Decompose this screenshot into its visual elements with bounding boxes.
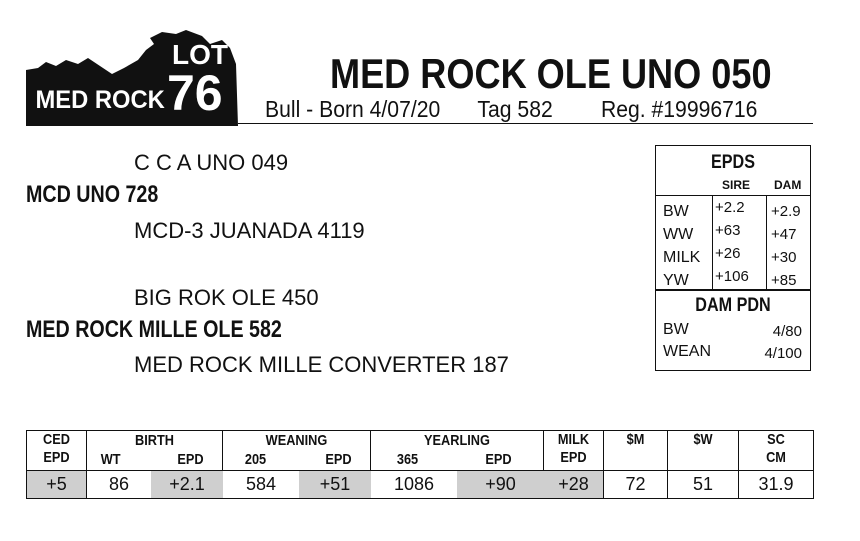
animal-name: MED ROCK OLE UNO 050 <box>330 50 772 97</box>
yearling-365-value: 1086 <box>393 474 435 494</box>
yearling-header-label: YEARLING <box>424 432 490 449</box>
weaning-epd-value: +51 <box>299 471 371 498</box>
logo-lot-number: 76 <box>167 65 223 121</box>
milk-header <box>544 431 604 471</box>
logo-brand-text: MED ROCK <box>35 86 165 115</box>
dam-dam: MED ROCK MILLE CONVERTER 187 <box>134 352 509 377</box>
epd-row-label: BW <box>663 203 689 220</box>
performance-value-row <box>27 471 814 499</box>
sire-dam: MCD-3 JUANADA 4119 <box>134 218 365 243</box>
performance-header-row <box>27 431 814 471</box>
yearling-365-header: 365 <box>396 451 419 468</box>
epd-dam-value: +85 <box>771 272 797 289</box>
registration-number: Reg. #19996716 <box>600 96 758 122</box>
m-header <box>604 431 668 471</box>
yearling-header <box>371 431 544 471</box>
birth-epd-header: EPD <box>177 451 204 468</box>
birth-wt-value: 86 <box>108 474 130 494</box>
birth-values <box>87 471 223 499</box>
sc-header-label: SC <box>767 431 785 448</box>
epd-col-sire: SIRE <box>722 178 751 192</box>
epd-sire-value: +106 <box>715 268 749 285</box>
birth-header <box>87 431 223 471</box>
epd-sire-value: +2.2 <box>715 199 745 216</box>
dam-pdn-divider <box>656 289 810 291</box>
epd-col-dam: DAM <box>774 178 802 192</box>
epd-dam-value: +30 <box>771 249 797 266</box>
dam-pdn-value: 4/80 <box>772 323 802 340</box>
yearling-values <box>371 471 544 499</box>
epd-sire-value: +63 <box>715 222 741 239</box>
sire: MCD UNO 728 <box>26 181 159 208</box>
logo-lot-label: LOT <box>172 39 228 70</box>
milk-header-label: MILK <box>557 431 590 448</box>
ced-header-sub: EPD <box>43 449 70 466</box>
yearling-epd-value: +90 <box>457 471 544 498</box>
dam: MED ROCK MILLE OLE 582 <box>26 316 282 343</box>
epd-dam-value: +47 <box>771 226 797 243</box>
epd-box <box>655 145 811 371</box>
ced-epd-value: +5 <box>27 471 87 499</box>
sire-sire: C C A UNO 049 <box>134 150 289 175</box>
birth-header-label: BIRTH <box>135 432 174 449</box>
weaning-205-header: 205 <box>244 451 267 468</box>
dam-pdn-label: WEAN <box>663 343 711 360</box>
dam-pdn-title: DAM PDN <box>695 295 771 316</box>
weaning-205-value: 584 <box>245 474 277 494</box>
dam-sire: BIG ROK OLE 450 <box>134 285 319 310</box>
m-header-label: $M <box>626 431 645 448</box>
milk-header-sub: EPD <box>560 449 587 466</box>
dam-pdn-value: 4/100 <box>764 345 802 362</box>
epd-sire-value: +26 <box>715 245 741 262</box>
sc-cm-value: 31.9 <box>739 471 814 499</box>
milk-epd-value: +28 <box>544 471 604 499</box>
ced-header <box>27 431 87 471</box>
epd-dam-value: +2.9 <box>771 203 801 220</box>
ced-header-label: CED <box>43 431 70 448</box>
weaning-epd-header: EPD <box>325 451 352 468</box>
performance-table <box>26 430 814 499</box>
epd-header-divider <box>656 195 810 196</box>
weaning-values <box>223 471 371 499</box>
w-value: 51 <box>668 471 739 499</box>
birth-wt-header: WT <box>100 451 121 468</box>
epds-title: EPDS <box>711 152 755 173</box>
weaning-header-label: WEANING <box>265 432 328 449</box>
dam-pdn-label: BW <box>663 321 689 338</box>
w-header <box>668 431 739 471</box>
birth-epd-value: +2.1 <box>151 471 223 498</box>
yearling-epd-header: EPD <box>485 451 512 468</box>
epd-row-label: YW <box>663 272 689 289</box>
animal-info-line <box>265 96 757 123</box>
weaning-header <box>223 431 371 471</box>
sc-header <box>739 431 814 471</box>
w-header-label: $W <box>693 431 713 448</box>
epd-row-label: MILK <box>663 249 701 266</box>
title-rule <box>238 123 813 124</box>
sc-header-sub: CM <box>766 449 786 466</box>
m-value: 72 <box>604 471 668 499</box>
med-rock-lot-logo <box>26 30 238 126</box>
sex-born: Bull - Born 4/07/20 <box>265 96 441 122</box>
tag-number: Tag 582 <box>477 96 553 122</box>
epd-row-yw <box>656 268 810 295</box>
epd-row-label: WW <box>663 226 694 243</box>
